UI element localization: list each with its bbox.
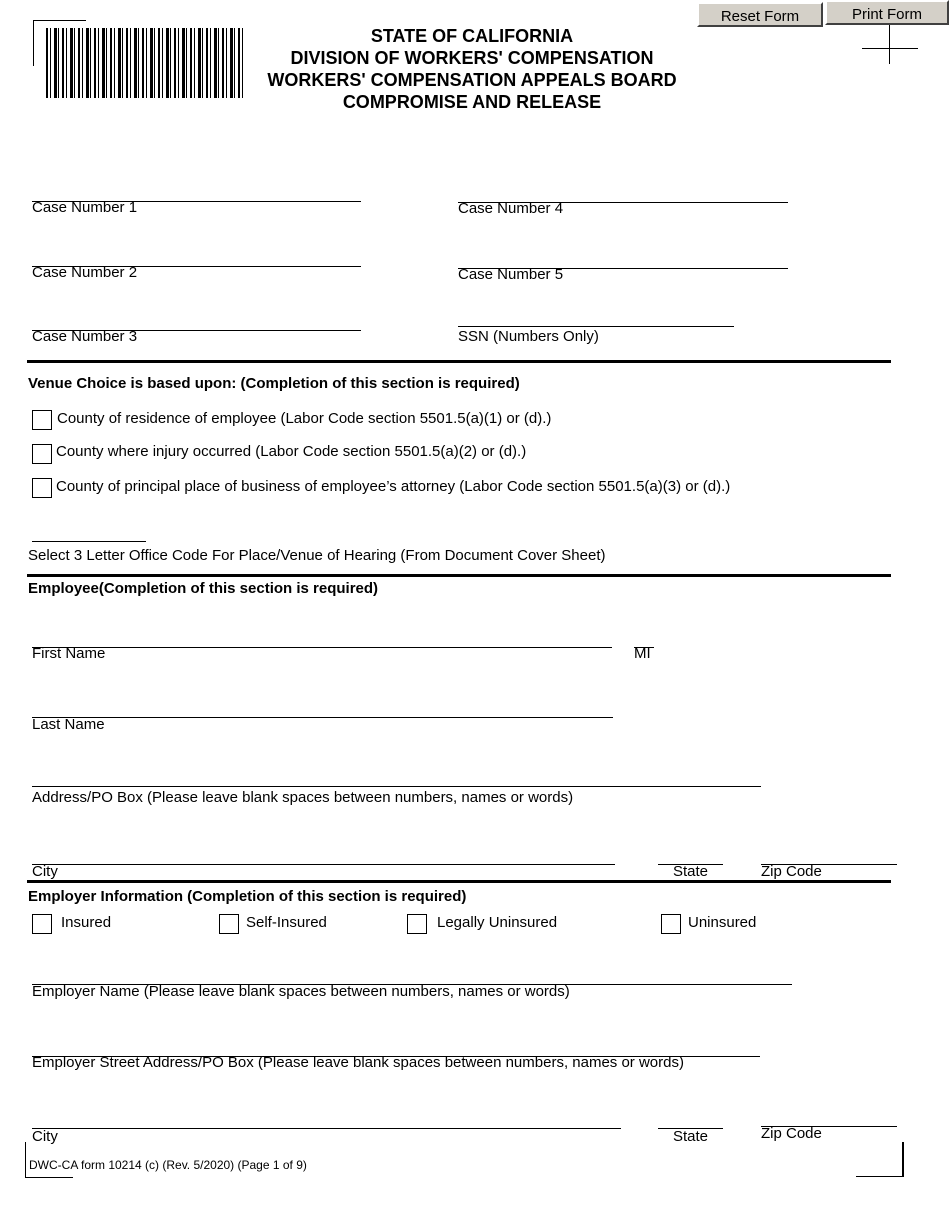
case-number-4-label: Case Number 4: [458, 200, 564, 217]
title-line-4: COMPROMISE AND RELEASE: [342, 92, 602, 112]
divider-employee: [27, 574, 891, 577]
divider-employer: [27, 880, 891, 883]
ssn-line: [458, 326, 734, 327]
employer-city-label: City: [32, 1128, 58, 1145]
office-code-label: Select 3 Letter Office Code For Place/Venue of Hearing (From Document Cover Sheet): [28, 547, 606, 564]
employer-zip-input[interactable]: [761, 1106, 897, 1126]
employee-state-label: State: [673, 863, 709, 880]
case-number-2-input[interactable]: [32, 246, 361, 266]
divider-venue: [27, 360, 891, 363]
venue-injury-label: County where injury occurred (Labor Code section 5501.5(a)(2) or (d).): [56, 443, 527, 460]
venue-attorney-checkbox[interactable]: [32, 478, 52, 498]
first-name-line: [32, 647, 612, 648]
legally-uninsured-checkbox[interactable]: [407, 914, 427, 934]
mi-label: MI: [634, 645, 651, 662]
title-line-3: WORKERS' COMPENSATION APPEALS BOARD: [267, 70, 677, 90]
uninsured-label: Uninsured: [688, 914, 757, 931]
employer-state-label: State: [673, 1128, 709, 1145]
office-code-input[interactable]: [32, 521, 146, 541]
title-line-2: DIVISION OF WORKERS' COMPENSATION: [290, 48, 654, 68]
venue-heading: Venue Choice is based upon: (Completion of this section is required): [28, 375, 520, 392]
employee-zip-input[interactable]: [761, 844, 897, 864]
case-number-1-input[interactable]: [32, 181, 361, 201]
reset-form-button[interactable]: Reset Form: [697, 2, 823, 27]
employer-state-input[interactable]: [658, 1108, 723, 1128]
legally-uninsured-label: Legally Uninsured: [437, 914, 558, 931]
ssn-label: SSN (Numbers Only): [458, 328, 599, 345]
case-number-2-label: Case Number 2: [32, 264, 138, 281]
employer-city-input[interactable]: [32, 1108, 621, 1128]
employer-name-input[interactable]: [32, 964, 792, 984]
case-number-1-label: Case Number 1: [32, 199, 138, 216]
insured-checkbox[interactable]: [32, 914, 52, 934]
title-line-1: STATE OF CALIFORNIA: [370, 26, 574, 46]
case-number-3-input[interactable]: [32, 310, 361, 330]
form-id-footer: DWC-CA form 10214 (c) (Rev. 5/2020) (Page 1 of 9): [29, 1158, 307, 1172]
last-name-input[interactable]: [32, 697, 613, 717]
office-code-line: [32, 541, 146, 542]
first-name-label: First Name: [32, 645, 106, 662]
venue-attorney-label: County of principal place of business of employee’s attorney (Labor Code section 5501.5(a)(3) or (d).): [56, 478, 731, 495]
case-number-3-label: Case Number 3: [32, 328, 138, 345]
employee-address-input[interactable]: [32, 766, 761, 786]
corner-mark-bottom-right: [856, 1142, 904, 1177]
venue-injury-checkbox[interactable]: [32, 444, 52, 464]
last-name-line: [32, 717, 613, 718]
employee-zip-label: Zip Code: [761, 863, 822, 880]
employee-address-label: Address/PO Box (Please leave blank spaces between numbers, names or words): [32, 789, 574, 806]
employer-heading: Employer Information (Completion of this section is required): [28, 888, 467, 905]
insured-label: Insured: [61, 914, 112, 931]
employee-city-label: City: [32, 863, 58, 880]
uninsured-checkbox[interactable]: [661, 914, 681, 934]
employee-state-input[interactable]: [658, 844, 723, 864]
self-insured-checkbox[interactable]: [219, 914, 239, 934]
mi-input[interactable]: [634, 627, 654, 647]
employer-address-label: Employer Street Address/PO Box (Please leave blank spaces between numbers, names or words): [32, 1054, 684, 1071]
venue-residence-checkbox[interactable]: [32, 410, 52, 430]
case-number-4-input[interactable]: [458, 182, 788, 202]
first-name-input[interactable]: [32, 627, 612, 647]
employer-city-line: [32, 1128, 621, 1129]
case-number-5-input[interactable]: [458, 248, 788, 268]
employer-zip-label: Zip Code: [761, 1125, 822, 1142]
employee-heading: Employee(Completion of this section is required): [28, 580, 379, 597]
ssn-input[interactable]: [458, 306, 734, 326]
employer-name-label: Employer Name (Please leave blank spaces between numbers, names or words): [32, 983, 570, 1000]
last-name-label: Last Name: [32, 716, 105, 733]
employer-address-input[interactable]: [32, 1036, 760, 1056]
case-number-5-label: Case Number 5: [458, 266, 564, 283]
corner-mark-top-right-h: [862, 48, 918, 49]
self-insured-label: Self-Insured: [246, 914, 327, 931]
employee-address-line: [32, 786, 761, 787]
employee-city-line: [32, 864, 615, 865]
venue-residence-label: County of residence of employee (Labor Code section 5501.5(a)(1) or (d).): [57, 410, 552, 427]
corner-mark-top-right-v: [889, 24, 890, 64]
employee-city-input[interactable]: [32, 844, 615, 864]
print-form-button[interactable]: Print Form: [825, 0, 949, 25]
